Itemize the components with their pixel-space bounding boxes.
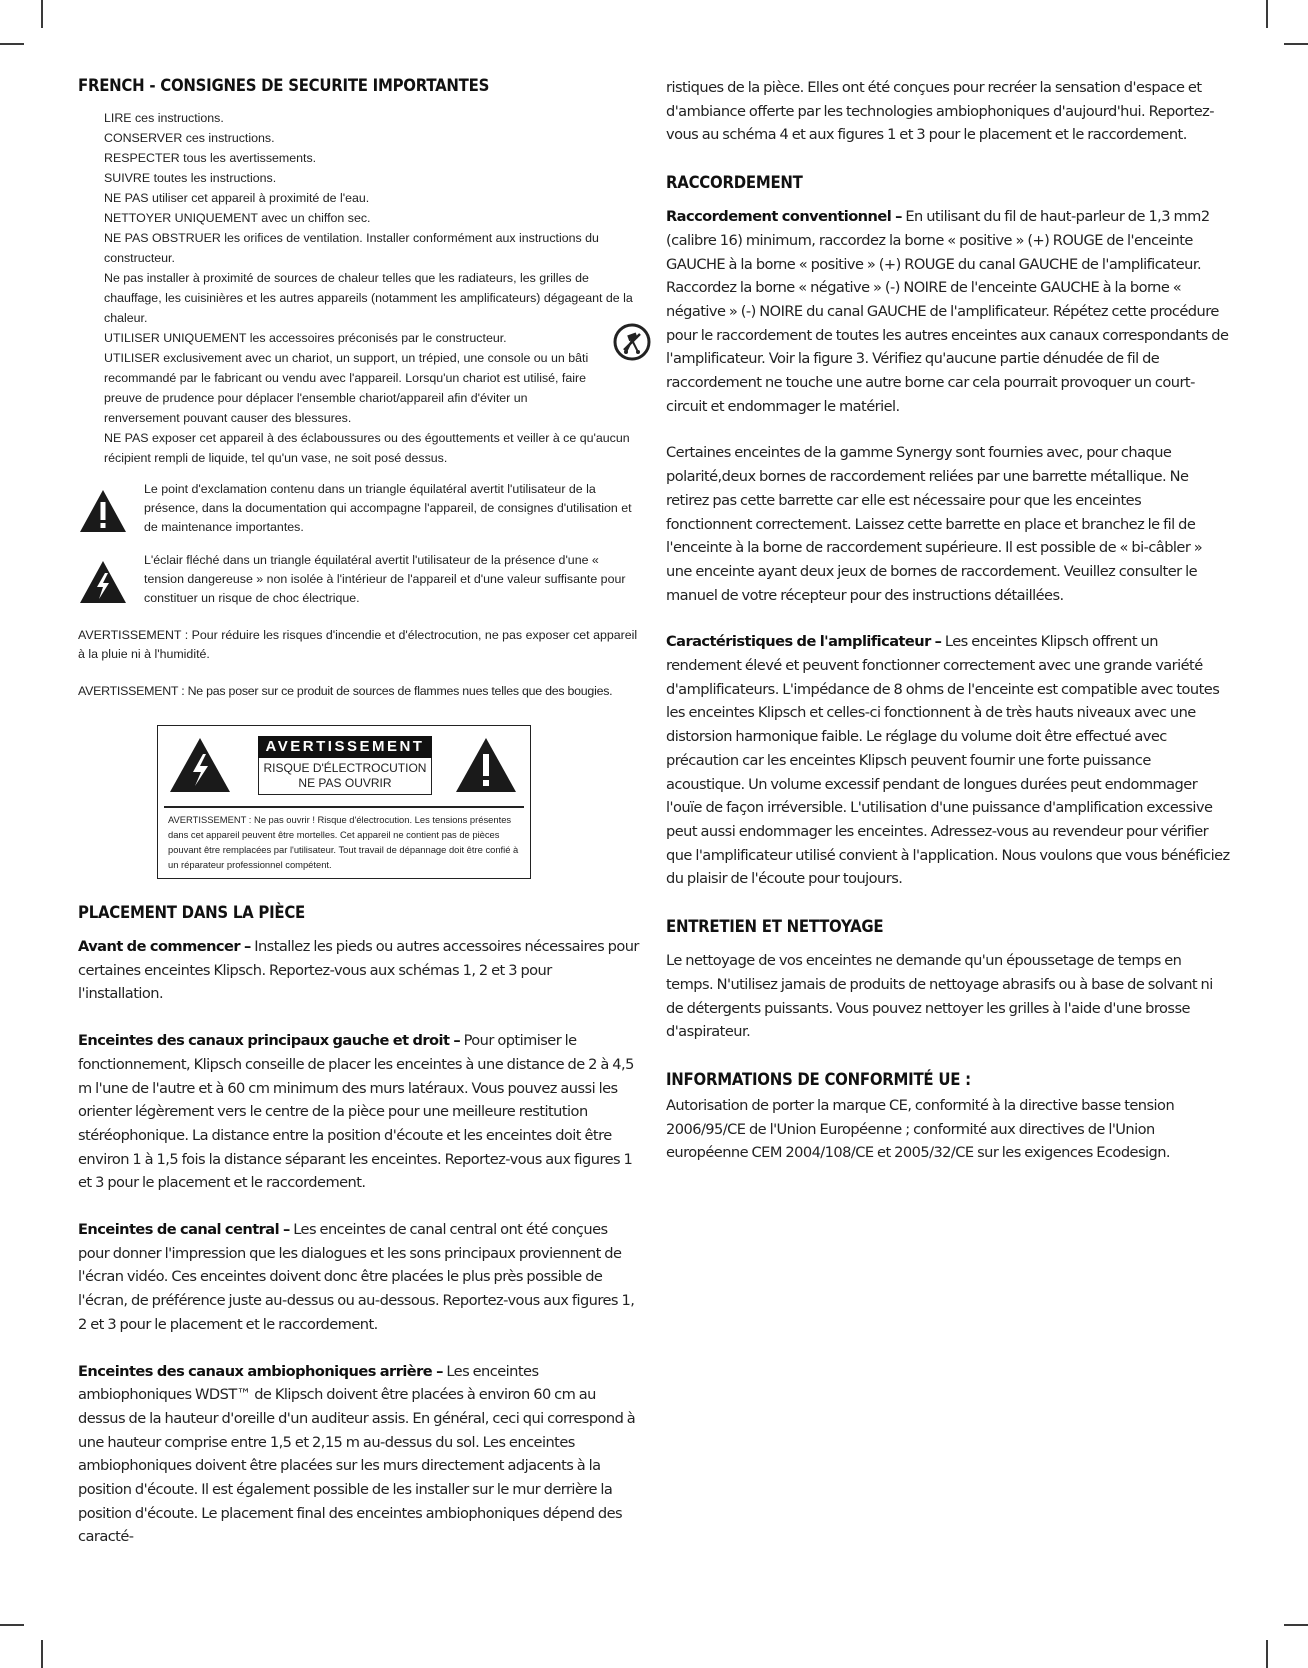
entretien-title: ENTRETIEN ET NETTOYAGE <box>666 917 884 938</box>
safety-item-accessories <box>104 328 640 348</box>
exclamation-notice <box>78 480 640 537</box>
lead: Enceintes des canaux principaux gauche et droit – <box>78 1032 461 1050</box>
conformite-text: Autorisation de porter la marque CE, conformité à la directive basse tension 2006/95/CE de l'Union Européenne ; conformité aux directives de l'Union européenne CEM 2004/108/CE et 2005/32/CE sur les exigences Ecodesign. <box>666 1096 1175 1162</box>
right-column <box>666 76 1230 1165</box>
warning-banner-subtitle <box>258 758 432 795</box>
safety-item: Ne pas installer à proximité de sources de chaleur telles que les radiateurs, les grilles de chauffage, les cuisinières et les autres appareils (notamment les amplificateurs) dégageant de la chaleur. <box>104 271 633 325</box>
warning-flames: AVERTISSEMENT : Ne pas poser sur ce produit de sources de flammes nues telles que des bougies. <box>78 684 613 698</box>
safety-item: LIRE ces instructions. <box>104 111 224 125</box>
placement-before-start <box>78 935 640 1006</box>
lightning-notice <box>78 551 640 608</box>
safety-item: RESPECTER tous les avertissements. <box>104 151 317 165</box>
safety-item: NE PAS utiliser cet appareil à proximité de l'eau. <box>104 191 370 205</box>
safety-item: NE PAS OBSTRUER les orifices de ventilation. Installer conformément aux instructions du constructeur. <box>104 231 599 265</box>
raccordement-conventional <box>666 205 1230 418</box>
placement-center-channel <box>78 1218 640 1337</box>
warning-banner-title: AVERTISSEMENT <box>258 736 432 758</box>
exclamation-triangle-icon <box>454 736 518 794</box>
safety-item: NE PAS exposer cet appareil à des éclaboussures ou des égouttements et veiller à ce qu'aucun récipient rempli de liquide, tel qu'un vase, ne soit posé dessus. <box>104 431 630 465</box>
crop-mark-top-right-h <box>1284 43 1308 45</box>
crop-mark-top-left-h <box>0 43 24 45</box>
placement-continuation: ristiques de la pièce. Elles ont été conçues pour recréer la sensation d'espace et d'ambiance offerte par les technologies ambiophoniques d'aujourd'hui. Reportez-vous au schéma 4 et aux figures 1 et 3 pour le placement et le raccordement. <box>666 79 1214 144</box>
safety-item: UTILISER exclusivement avec un chariot, un support, un trépied, une console ou un bâti recommandé par le fabricant ou vendu avec l'appareil. Lorsqu'un chariot est utilisé, faire preuve de prudence pour déplacer l'ensemble chariot/appareil afin d'éviter un renversement pouvant causer des blessures. <box>104 351 589 425</box>
paragraph-text: Les enceintes ambiophoniques WDST™ de Klipsch doivent être placées à environ 60 cm au dessus de la hauteur d'oreille d'un auditeur assis. En général, ceci qui correspond à une hauteur comprise entre 1,5 et 2,15 m au-dessus du sol. Les enceintes ambiophoniques doivent être placées sur les murs directement adjacents à la position d'écoute. Il est également possible de les installer sur le mur derrière la position d'écoute. Le placement final des enceintes ambiophoniques dépend des caracté- <box>78 1362 636 1546</box>
safety-item: UTILISER UNIQUEMENT les accessoires préconisés par le constructeur. <box>104 331 507 345</box>
exclamation-triangle-icon <box>78 488 128 534</box>
lead: Raccordement conventionnel – <box>666 208 902 226</box>
lead: Avant de commencer – <box>78 938 251 955</box>
placement-surround-channels <box>78 1360 640 1550</box>
safety-item: CONSERVER ces instructions. <box>104 131 275 145</box>
safety-title: FRENCH - CONSIGNES DE SECURITE IMPORTANTES <box>78 76 490 96</box>
left-column <box>78 76 640 1549</box>
crop-mark-top-right-v <box>1266 0 1268 28</box>
lead: Enceintes des canaux ambiophoniques arrière – <box>78 1362 443 1380</box>
safety-item: SUIVRE toutes les instructions. <box>104 171 277 185</box>
lightning-triangle-icon <box>168 736 232 794</box>
lead: Enceintes de canal central – <box>78 1221 290 1239</box>
raccordement-biwire: Certaines enceintes de la gamme Synergy sont fournies avec, pour chaque polarité,deux bornes de raccordement reliées par une barrette métallique. Ne retirez pas cette barrette car elle est nécessaire pour que les enceintes fonctionnent correctement. Laissez cette barrette en place et branchez le fil de l'enceinte à la borne de raccordement supérieure. Il est possible de « bi-câbler » une enceinte ayant deux jeux de bornes de raccordement. Veuillez consulter le manuel de votre récepteur pour des instructions détaillées. <box>666 444 1203 604</box>
lightning-text: L'éclair fléché dans un triangle équilatéral avertit l'utilisateur de la présence d'une « tension dangereuse » non isolée à l'intérieur de l'appareil et d'une valeur suffisante pour constituer un risque de choc électrique. <box>144 553 626 605</box>
cart-tip-over-icon <box>612 322 652 362</box>
exclamation-text: Le point d'exclamation contenu dans un triangle équilatéral avertit l'utilisateur de la présence, dans la documentation qui accompagne l'appareil, de consignes d'utilisation et de maintenance importantes. <box>144 482 632 534</box>
safety-item: NETTOYER UNIQUEMENT avec un chiffon sec. <box>104 211 371 225</box>
amplifier-characteristics <box>666 630 1230 891</box>
paragraph-text: Les enceintes Klipsch offrent un rendement élevé et peuvent fonctionner correctement avec une grande variété d'amplificateurs. L'impédance de 8 ohms de l'enceinte est compatible avec toutes les enceintes Klipsch et celles-ci fonctionnent à de très hauts niveaux avec une distorsion harmonique faible. Le réglage du volume doit être effectué avec précaution car les enceintes Klipsch peuvent fournir une forte puissance acoustique. Un volume excessif pendant de longues durées peut endommager l'ouïe de façon irréversible. L'utilisation d'une puissance d'amplification excessive peut aussi endommager les enceintes. Adressez-vous au revendeur pour vérifier que l'amplificateur utilisé convient à l'application. Nous voulons que vous bénéficiez du plaisir de l'écoute pour toujours. <box>666 633 1230 888</box>
lead: Caractéristiques de l'amplificateur – <box>666 633 942 651</box>
paragraph-text: Installez les pieds ou autres accessoires nécessaires pour certaines enceintes Klipsch. Reportez-vous aux schémas 1, 2 et 3 pour l'installation. <box>78 938 639 1003</box>
placement-title: PLACEMENT DANS LA PIÈCE <box>78 903 306 923</box>
placement-main-channels <box>78 1029 640 1195</box>
warning-subtitle-2: NE PAS OUVRIR <box>298 776 392 790</box>
paragraph-text: Pour optimiser le fonctionnement, Klipsch conseille de placer les enceintes à une distance de 2 à 4,5 m l'une de l'autre et à 60 cm minimum des murs latéraux. Vous pouvez aussi les orienter légèrement vers le centre de la pièce pour une meilleure restitution stéréophonique. La distance entre la position d'écoute et les enceintes doit être environ 1 à 1,5 fois la distance séparant les enceintes. Reportez-vous aux figures 1 et 3 pour le placement et le raccordement. <box>78 1032 634 1192</box>
crop-mark-bottom-left-v <box>41 1640 43 1668</box>
warning-subtitle-1: RISQUE D'ÉLECTROCUTION <box>263 761 427 775</box>
warning-rain: AVERTISSEMENT : Pour réduire les risques d'incendie et d'électrocution, ne pas exposer cet appareil à la pluie ni à l'humidité. <box>78 628 638 661</box>
lightning-triangle-icon <box>78 559 128 605</box>
raccordement-title: RACCORDEMENT <box>666 173 803 194</box>
crop-mark-bottom-right-v <box>1266 1640 1268 1668</box>
conformite-title: INFORMATIONS DE CONFORMITÉ UE : <box>666 1069 971 1090</box>
crop-mark-bottom-left-h <box>0 1624 24 1626</box>
warning-small-text: AVERTISSEMENT : Ne pas ouvrir ! Risque d'électrocution. Les tensions présentes dans cet appareil peuvent être mortelles. Cet appareil ne contient pas de pièces pouvant être remplacées par l'utilisateur. Tout travail de dépannage doit être confié à un réparateur professionnel compétent. <box>168 814 519 870</box>
warning-divider <box>164 806 524 808</box>
warning-label-box <box>157 725 531 879</box>
safety-list <box>104 108 640 468</box>
paragraph-text: Les enceintes de canal central ont été conçues pour donner l'impression que les dialogues et les sons principaux proviennent de l'écran vidéo. Ces enceintes doivent donc être placées le plus près possible de l'écran, de préférence juste au-dessus ou au-dessous. Reportez-vous aux figures 1, 2 et 3 pour le placement et le raccordement. <box>78 1221 635 1333</box>
crop-mark-top-left-v <box>41 0 43 28</box>
crop-mark-bottom-right-h <box>1284 1624 1308 1626</box>
entretien-text: Le nettoyage de vos enceintes ne demande qu'un époussetage de temps en temps. N'utilisez jamais de produits de nettoyage abrasifs ou à base de solvant ni de détergents puissants. Vous pouvez nettoyer les grilles à l'aide d'une brosse d'aspirateur. <box>666 952 1213 1041</box>
warning-banner <box>258 736 432 795</box>
paragraph-text: En utilisant du fil de haut-parleur de 1,3 mm2 (calibre 16) minimum, raccordez la borne « positive » (+) ROUGE de l'enceinte GAUCHE à la borne « positive » (+) ROUGE du canal GAUCHE de l'amplificateur. Raccordez la borne « négative » (-) NOIRE de l'enceinte GAUCHE à la borne « négative » (-) NOIRE du canal GAUCHE de l'amplificateur. Répétez cette procédure pour le raccordement de toutes les autres enceintes aux canaux correspondants de l'amplificateur. Voir la figure 3. Vérifiez qu'aucune partie dénudée de fil de raccordement ne touche une autre borne car cela pourrait provoquer un court-circuit et endommager le matériel. <box>666 208 1229 415</box>
